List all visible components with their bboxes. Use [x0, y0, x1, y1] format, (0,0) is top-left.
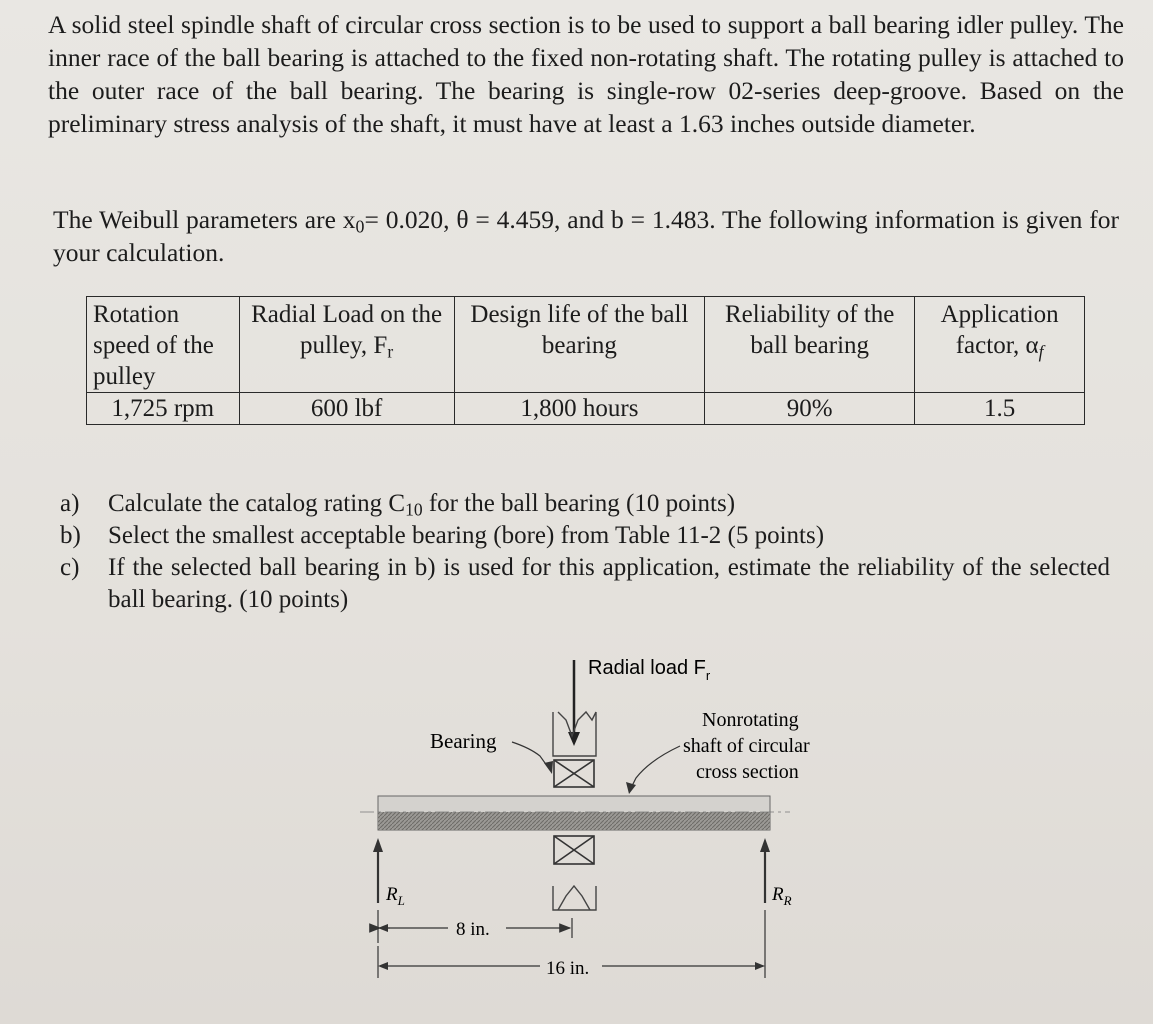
task-list: [60, 488, 1110, 616]
header-rotation-speed: Rotation speed of the pulley: [87, 297, 240, 393]
bearing-upper-box: [554, 760, 594, 787]
value-reliability: 90%: [705, 393, 915, 425]
problem-statement: [48, 8, 1124, 140]
task-a: a) Calculate the catalog rating $C_{10}$ for the ball bearing (10 points): [60, 490, 736, 520]
left-reaction-label: $R_L$: [386, 884, 405, 908]
dimension-8in-label: 8 in.: [456, 919, 490, 940]
value-design-life: 1,800 hours: [454, 393, 705, 425]
bearing-lower-box: [554, 836, 594, 864]
task-a-marker: a): [60, 490, 80, 517]
task-c-marker: c): [60, 554, 80, 581]
task-b-marker: b): [60, 522, 81, 549]
header-design-life: Design life of the ball bearing: [454, 297, 705, 393]
shaft-diagram: [340, 648, 860, 988]
left-reaction-arrow: [373, 838, 383, 903]
task-c: c) If the selected ball bearing in b) is used for this application, estimate the reliability of the selected ball bearing. (10 points): [60, 554, 1110, 613]
weibull-parameters: [53, 203, 1119, 269]
table-header-row: [87, 297, 1085, 393]
table-value-row: [87, 393, 1085, 425]
header-radial-load: Radial Load on the pulley, $F_r$: [239, 297, 454, 393]
right-reaction-label: $R_R$: [772, 884, 792, 908]
shaft: [360, 796, 790, 830]
radial-load-arrow: [568, 660, 580, 746]
weibull-text-end: = 0.020, θ = 4.459, and b = 1.483. The following information is given for your calculation.: [53, 205, 1119, 267]
right-reaction-arrow: [760, 838, 770, 903]
shaft-label: Nonrotating shaft of circular cross section: [683, 709, 810, 783]
weibull-x-subscript: 0: [355, 216, 365, 237]
header-reliability: Reliability of the ball bearing: [705, 297, 915, 393]
weibull-text-start: The Weibull parameters are x: [53, 205, 356, 234]
dimension-16in-label: 16 in.: [546, 958, 590, 979]
value-radial-load: 600 lbf: [239, 393, 454, 425]
radial-load-label: Radial load $F_r$: [588, 657, 711, 683]
given-parameters-table: [86, 296, 1085, 425]
bearing-label: Bearing: [430, 729, 497, 753]
header-application-factor: Application factor, $\alpha_f$: [915, 297, 1085, 393]
problem-intro-text: A solid steel spindle shaft of circular cross section is to be used to support a ball bearing idler pulley. The inner race of the ball bearing is attached to the fixed non-rotating shaft. The rotating pulley is attached to the outer race of the ball bearing. The bearing is single-row 02-series deep-groove. Based on the preliminary stress analysis of the shaft, it must have at least a 1.63 inches outside diameter.: [48, 10, 1124, 138]
value-application-factor: 1.5: [915, 393, 1085, 425]
task-b: b) Select the smallest acceptable bearing (bore) from Table 11-2 (5 points): [60, 520, 1110, 552]
value-rotation-speed: 1,725 rpm: [87, 393, 240, 425]
